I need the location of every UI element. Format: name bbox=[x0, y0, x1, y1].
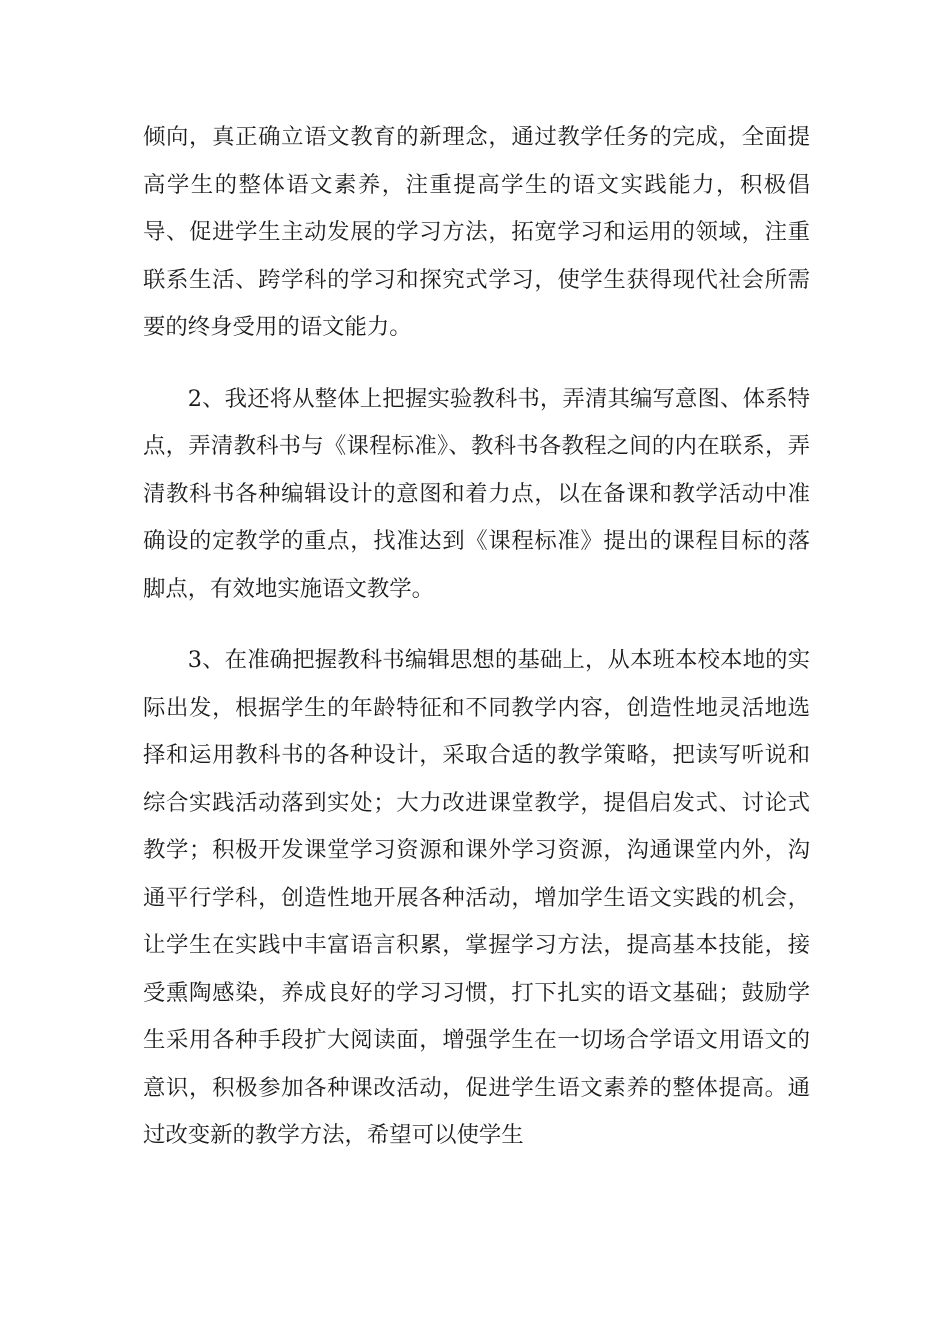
document-body bbox=[143, 114, 810, 1184]
paragraph-continuation: 倾向，真正确立语文教育的新理念，通过教学任务的完成，全面提高学生的整体语文素养，注重提高学生的语文实践能力，积极倡导、促进学生主动发展的学习方法，拓宽学习和运用的领域，注重联系生活、跨学科的学习和探究式学习，使学生获得现代社会所需要的终身受用的语文能力。 bbox=[143, 124, 810, 340]
paragraph-item-2: 2、我还将从整体上把握实验教科书，弄清其编写意图、体系特点，弄清教科书与《课程标准》、教科书各教程之间的内在联系，弄清教科书各种编辑设计的意图和着力点，以在备课和教学活动中准确设的定教学的重点，找准达到《课程标准》提出的课程目标的落脚点，有效地实施语文教学。 bbox=[143, 385, 810, 602]
paragraph-item-3: 3、在准确把握教科书编辑思想的基础上，从本班本校本地的实际出发，根据学生的年龄特征和不同教学内容，创造性地灵活地选择和运用教科书的各种设计，采取合适的教学策略，把读写听说和综合实践活动落到实处；大力改进课堂教学，提倡启发式、讨论式教学；积极开发课堂学习资源和课外学习资源，沟通课堂内外，沟通平行学科，创造性地开展各种活动，增加学生语文实践的机会，让学生在实践中丰富语言积累，掌握学习方法，提高基本技能，接受熏陶感染，养成良好的学习习惯，打下扎实的语文基础；鼓励学生采用各种手段扩大阅读面，增强学生在一切场合学语文用语文的意识，积极参加各种课改活动，促进学生语文素养的整体提高。通过改变新的教学方法，希望可以使学生 bbox=[143, 647, 810, 1148]
